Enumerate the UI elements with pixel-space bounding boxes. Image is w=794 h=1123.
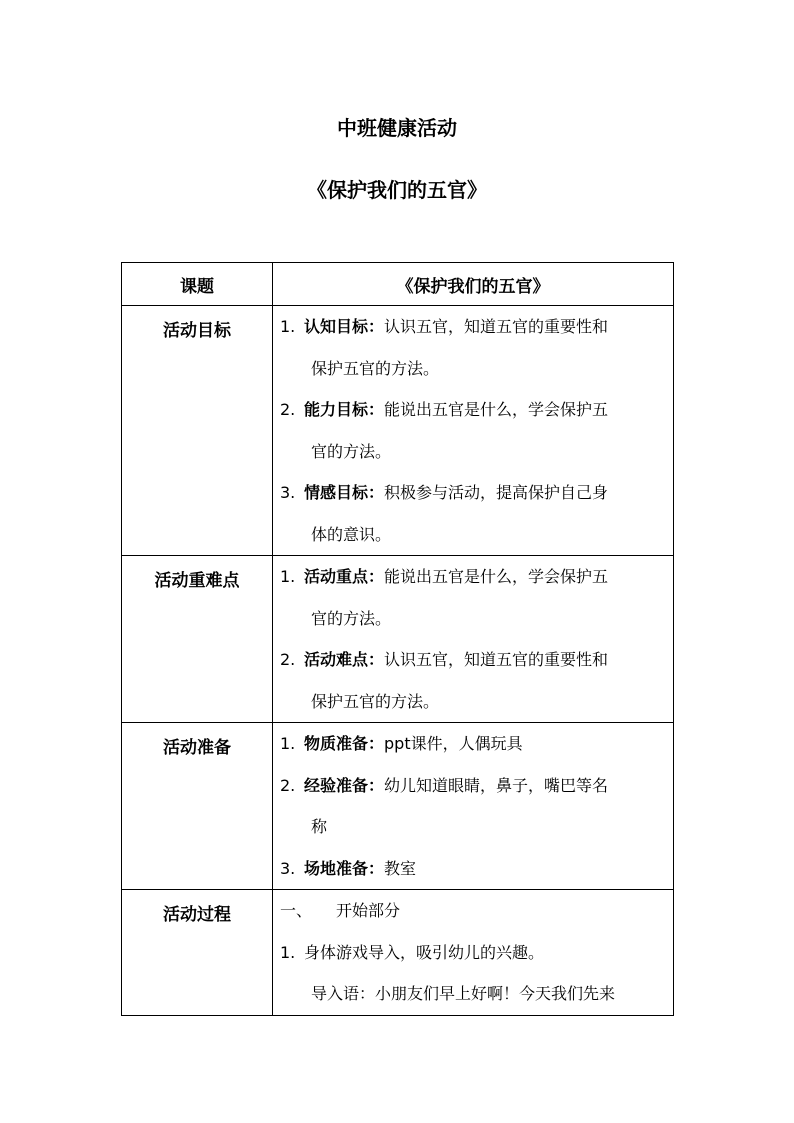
item-heading: 能力目标：: [304, 400, 385, 419]
process-content: [273, 890, 674, 1016]
table-row-topic: [122, 263, 674, 306]
item-continuation: 保护五官的方法。: [311, 358, 440, 378]
list-item: [280, 556, 667, 598]
key-points-label: 活动重难点: [154, 571, 240, 591]
item-text: 认识五官，知道五官的重要性和: [384, 317, 609, 336]
list-item: [280, 472, 667, 514]
table-row-goals: [122, 306, 674, 556]
item-heading: 情感目标：: [304, 483, 385, 502]
list-item: [280, 723, 667, 765]
list-item: [280, 848, 667, 890]
table-row-key-points: [122, 556, 674, 723]
section-number: 一、: [280, 901, 313, 920]
item-number: 3.: [280, 858, 296, 878]
item-text: 认识五官，知道五官的重要性和: [384, 650, 609, 669]
topic-value: 《保护我们的五官》: [396, 277, 550, 297]
item-text: 教室: [384, 858, 417, 878]
item-text: 能说出五官是什么，学会保护五: [384, 400, 609, 419]
goals-label-cell: [122, 306, 273, 556]
list-item: [280, 765, 667, 807]
item-number: 2.: [280, 775, 296, 795]
list-item: [280, 932, 667, 974]
table-row-process: [122, 890, 674, 1016]
item-heading: 经验准备：: [304, 775, 385, 795]
list-item: [280, 639, 667, 681]
preparation-content: [273, 723, 674, 890]
item-heading: 活动重点：: [304, 567, 385, 586]
intro-text: 导入语：小朋友们早上好啊！今天我们先来: [311, 984, 616, 1003]
section-heading: [280, 890, 667, 932]
item-continuation: 保护五官的方法。: [311, 691, 440, 711]
key-points-content: [273, 556, 674, 723]
topic-value-cell: [273, 263, 674, 306]
topic-label: 课题: [180, 277, 214, 297]
item-number: 3.: [280, 483, 296, 502]
preparation-label: 活动准备: [163, 738, 231, 758]
preparation-label-cell: [122, 723, 273, 890]
item-text: 能说出五官是什么，学会保护五: [384, 567, 609, 586]
item-continuation: 官的方法。: [311, 608, 392, 628]
topic-label-cell: [122, 263, 273, 306]
lesson-plan-table: [121, 262, 674, 1016]
document-subtitle: 《保护我们的五官》: [307, 178, 487, 202]
section-title: 开始部分: [336, 901, 401, 920]
item-number: 1.: [280, 942, 296, 962]
item-text: ppt课件，人偶玩具: [384, 734, 523, 753]
goals-label: 活动目标: [163, 321, 231, 341]
item-heading: 场地准备：: [304, 858, 385, 878]
goals-content: [273, 306, 674, 556]
item-number: 2.: [280, 400, 296, 419]
item-continuation: 体的意识。: [311, 524, 392, 544]
item-heading: 认知目标：: [304, 317, 385, 336]
item-number: 2.: [280, 650, 296, 669]
table-row-preparation: [122, 723, 674, 890]
list-item: [280, 389, 667, 431]
item-number: 1.: [280, 317, 296, 336]
item-text: 幼儿知道眼睛，鼻子，嘴巴等名: [384, 775, 609, 795]
document-title: 中班健康活动: [337, 116, 457, 140]
process-label: 活动过程: [163, 905, 231, 925]
item-heading: 活动难点：: [304, 650, 385, 669]
item-heading: 物质准备：: [304, 734, 385, 753]
item-text: 身体游戏导入，吸引幼儿的兴趣。: [304, 942, 545, 962]
item-number: 1.: [280, 567, 296, 586]
item-text: 积极参与活动，提高保护自己身: [384, 483, 609, 502]
key-points-label-cell: [122, 556, 273, 723]
item-continuation: 称: [311, 817, 328, 836]
item-number: 1.: [280, 734, 296, 753]
item-continuation: 官的方法。: [311, 441, 392, 461]
list-item: [280, 306, 667, 348]
process-label-cell: [122, 890, 273, 1016]
